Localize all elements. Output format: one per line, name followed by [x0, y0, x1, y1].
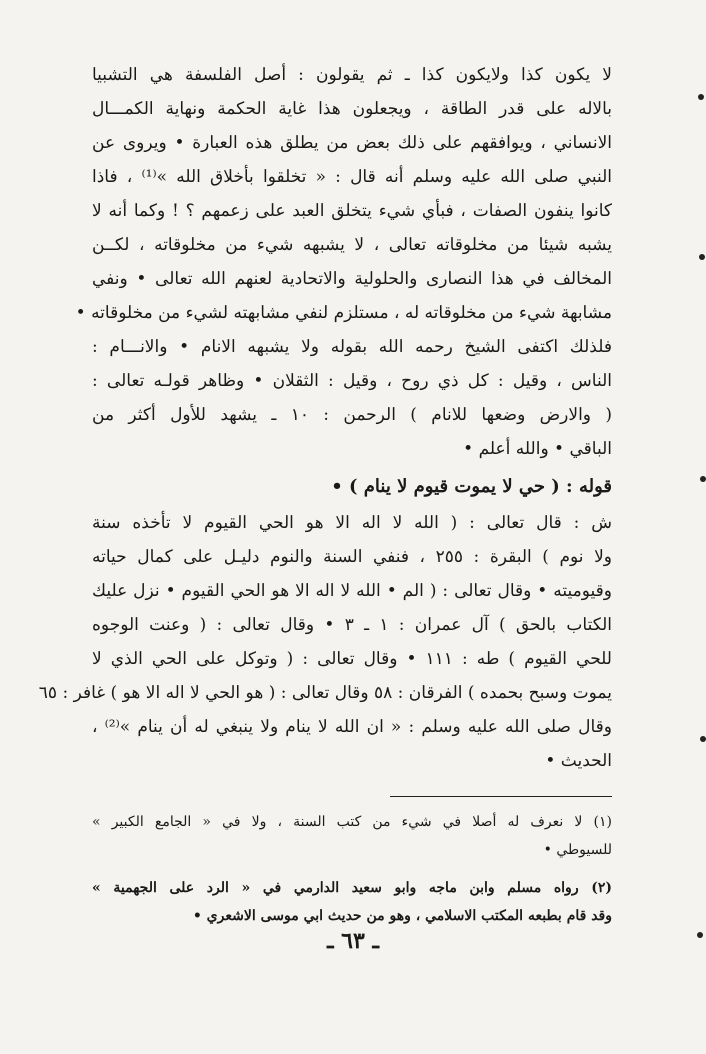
text-line: النبي صلى الله عليه وسلم أنه قال : « تخلقوا بأخلاق الله »⁽¹⁾ ، فاذا [92, 167, 612, 187]
text-line: ( والارض وضعها للانام ) الرحمن : ١٠ ـ يشهد للأول أكثر من [92, 405, 613, 425]
section-heading: قوله : ( حي لا يموت قيوم لا ينام ) • [331, 476, 612, 497]
text-line: الناس ، وقيل : كل ذي روح ، وقيل : الثقلان • وظاهر قولـه تعالى : [92, 371, 612, 391]
text-line: يشبه شيئا من مخلوقاته تعالى ، لا يشبهه شيء من مخلوقاته ، لكــن [92, 235, 612, 255]
margin-dot [700, 736, 706, 742]
text-line: الباقي • والله أعلم • [463, 439, 612, 459]
text-line: ش : قال تعالى : ( الله لا اله الا هو الحي القيوم لا تأخذه سنة [92, 513, 612, 533]
text-line: لا يكون كذا ولايكون كذا ـ ثم يقولون : أصل الفلسفة هي التشبيا [92, 65, 612, 85]
text-line: كانوا ينفون الصفات ، فبأي شيء يتخلق العبد على زعمهم ؟ ! وكما أنه لا [92, 201, 612, 221]
page-number: ـ ٦٣ ـ [327, 928, 379, 954]
text-line: وقيوميته • وقال تعالى : ( الم • الله لا اله الا هو الحي القيوم • نزل عليك [92, 581, 612, 601]
text-line: مشابهة شيء من مخلوقاته له ، مستلزم لنفي مشابهته لشيء من مخلوقاته • [75, 303, 612, 323]
footnote-1-line: (١) لا نعرف له أصلا في شيء من كتب السنة ، ولا في « الجامع الكبير » [92, 814, 612, 830]
footnotes [92, 808, 612, 930]
margin-dot [698, 94, 704, 100]
text-line: الانساني ، ويوافقهم على ذلك بعض من يطلق هذه العبارة • ويروى عن [92, 133, 612, 153]
text-line: ولا نوم ) البقرة : ٢٥٥ ، فنفي السنة والنوم دليـل على كمال حياته [92, 547, 612, 567]
text-line: للحي القيوم ) طه : ١١١ • وقال تعالى : ( وتوكل على الحي الذي لا [92, 649, 612, 669]
text-line: وقال صلى الله عليه وسلم : « ان الله لا ينام ولا ينبغي له أن ينام »⁽²⁾ ، [92, 717, 612, 737]
footnote-1-line: للسيوطي • [543, 842, 612, 858]
footnote-2-line: (٢) رواه مسلم وابن ماجه وابو سعيد الدارمي في « الرد على الجهمية » [92, 880, 612, 896]
footnote-divider [390, 796, 612, 797]
footnote-2-line: وقد قام بطبعه المكتب الاسلامي ، وهو من حديث ابي موسى الاشعري • [192, 908, 612, 924]
text-line: يموت وسبح بحمده ) الفرقان : ٥٨ وقال تعالى : ( هو الحي لا اله الا هو ) غافر : ٦٥ [38, 683, 612, 703]
text-line: فلذلك اكتفى الشيخ رحمه الله بقوله ولا يشبهه الانام • والانـــام : [92, 337, 612, 357]
margin-dot [699, 254, 705, 260]
text-line: المخالف في هذا النصارى والحلولية والاتحادية لعنهم الله تعالى • ونفي [92, 269, 612, 289]
margin-dot [697, 932, 703, 938]
text-line: الكتاب بالحق ) آل عمران : ١ ـ ٣ • وقال تعالى : ( وعنت الوجوه [92, 615, 612, 635]
text-line: الحديث • [545, 751, 612, 771]
main-text [38, 58, 613, 778]
text-line: بالاله على قدر الطاقة ، ويجعلون هذا غاية الحكمة ونهاية الكمـــال [92, 99, 612, 119]
margin-dot [700, 476, 706, 482]
